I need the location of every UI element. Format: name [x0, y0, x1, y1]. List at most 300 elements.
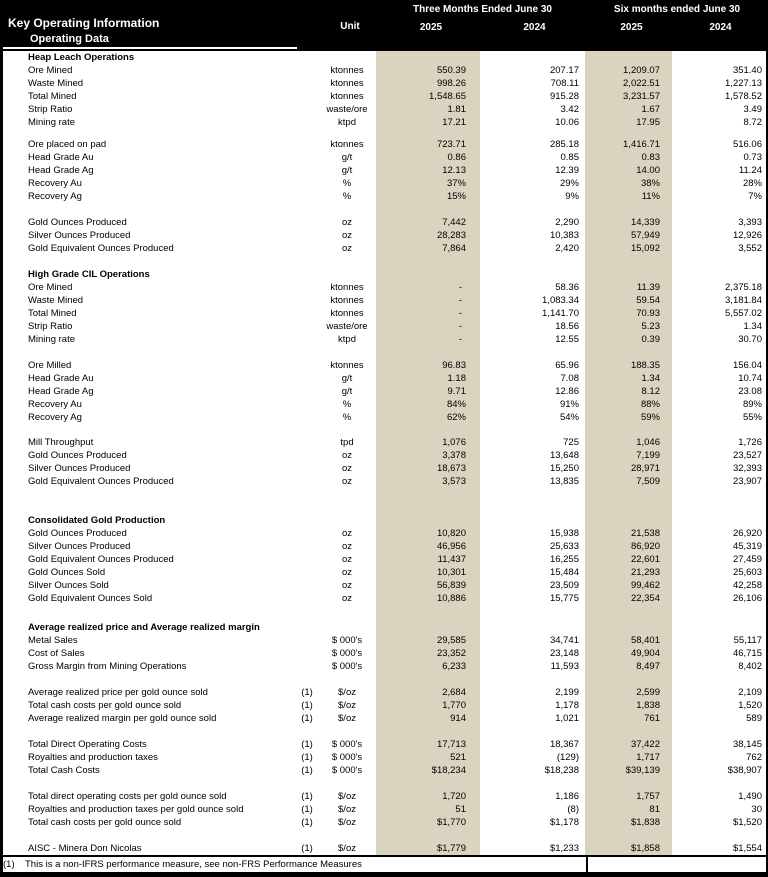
- unit-cell: oz: [341, 593, 353, 604]
- unit-cell: [318, 255, 376, 268]
- value-cell: 15%: [376, 190, 480, 203]
- unit-cell: ktpd: [338, 334, 356, 345]
- table-row: [3, 790, 766, 803]
- row-label: Gold Ounces Sold: [28, 567, 106, 578]
- table-row: [3, 436, 766, 449]
- unit-cell: [318, 268, 376, 281]
- value-cell: 2,290: [555, 217, 579, 228]
- footnote-marker: [296, 190, 318, 203]
- value-cell: 13,648: [549, 450, 579, 461]
- value-cell: [672, 725, 766, 738]
- value-cell: 723.71: [376, 138, 480, 151]
- unit-cell: ktonnes: [330, 295, 364, 306]
- value-cell: 22,354: [585, 592, 672, 605]
- row-label: Gold Ounces Produced: [28, 217, 127, 228]
- spacer-row: [3, 203, 766, 216]
- table-row: [3, 177, 766, 190]
- value-cell: [480, 514, 583, 527]
- row-label: Head Grade Au: [28, 152, 94, 163]
- value-cell: 84%: [376, 398, 480, 411]
- footnote-marker: (1): [301, 791, 313, 802]
- value-cell: [480, 605, 583, 621]
- row-label: [3, 488, 296, 514]
- footnote-marker: [296, 566, 318, 579]
- value-cell: 8.12: [585, 385, 672, 398]
- value-cell: $1,520: [732, 817, 762, 828]
- value-cell: 9%: [565, 191, 579, 202]
- footnote-marker: (1): [301, 700, 313, 711]
- value-cell: 1,717: [585, 751, 672, 764]
- value-cell: [585, 346, 672, 359]
- unit-cell: waste/ore: [326, 104, 368, 115]
- unit-cell: [318, 621, 376, 634]
- value-cell: [585, 268, 672, 281]
- row-label: Ore Mined: [28, 282, 73, 293]
- footnote-marker: [296, 359, 318, 372]
- footnote-text: This is a non-IFRS performance measure, see non-FRS Performance Measures: [25, 859, 362, 870]
- unit-cell: [318, 203, 376, 216]
- page-title: Key Operating Information: [8, 16, 160, 30]
- unit-cell: [318, 488, 376, 514]
- footnote-marker: [296, 829, 318, 842]
- unit-cell: oz: [341, 463, 353, 474]
- row-label: Recovery Au: [28, 399, 82, 410]
- value-cell: 12.55: [555, 334, 579, 345]
- value-cell: 521: [376, 751, 480, 764]
- row-label: Average realized margin per gold ounce sold: [28, 713, 217, 724]
- table-row: [3, 449, 766, 462]
- value-cell: 17.21: [376, 116, 480, 129]
- value-cell: [672, 346, 766, 359]
- unit-cell: oz: [341, 217, 353, 228]
- value-cell: 51: [376, 803, 480, 816]
- footnote-marker: [296, 216, 318, 229]
- value-cell: [480, 51, 583, 64]
- value-cell: [376, 777, 480, 790]
- value-cell: 3,231.57: [585, 90, 672, 103]
- value-cell: 2,199: [555, 687, 579, 698]
- value-cell: $18,234: [376, 764, 480, 777]
- footnote-marker: [296, 540, 318, 553]
- row-label: [3, 777, 296, 790]
- table-row: [3, 751, 766, 764]
- footnote-marker: [296, 777, 318, 790]
- value-cell: [672, 605, 766, 621]
- value-cell: 18,367: [549, 739, 579, 750]
- value-cell: 55,117: [733, 635, 762, 646]
- value-cell: 38%: [585, 177, 672, 190]
- value-cell: 8,497: [585, 660, 672, 673]
- unit-cell: oz: [341, 541, 353, 552]
- value-cell: [585, 673, 672, 686]
- value-cell: 23.08: [738, 386, 762, 397]
- value-cell: $1,838: [585, 816, 672, 829]
- unit-cell: oz: [341, 580, 353, 591]
- footnote-marker: [296, 307, 318, 320]
- value-cell: 1,757: [585, 790, 672, 803]
- page-subtitle: Operating Data: [30, 33, 109, 45]
- unit-cell: oz: [341, 567, 353, 578]
- row-label: Strip Ratio: [28, 104, 73, 115]
- table-row: [3, 320, 766, 333]
- spacer-row: [3, 829, 766, 842]
- quarter-group-header: Three Months Ended June 30: [413, 4, 552, 15]
- value-cell: [585, 777, 672, 790]
- value-cell: 37%: [376, 177, 480, 190]
- spacer-row: [3, 346, 766, 359]
- value-cell: 0.83: [585, 151, 672, 164]
- row-label: Head Grade Au: [28, 373, 94, 384]
- value-cell: 37,422: [585, 738, 672, 751]
- value-cell: $1,178: [549, 817, 579, 828]
- value-cell: 188.35: [585, 359, 672, 372]
- row-label: Ore Milled: [28, 360, 72, 371]
- bottom-border-bar: [0, 872, 768, 877]
- footnote-marker: [296, 294, 318, 307]
- value-cell: 42,258: [732, 580, 762, 591]
- table-row: [3, 333, 766, 346]
- value-cell: 8.72: [743, 117, 762, 128]
- row-label: Recovery Ag: [28, 412, 82, 423]
- row-label: Total Mined: [28, 91, 77, 102]
- value-cell: 23,352: [376, 647, 480, 660]
- table-row: [3, 372, 766, 385]
- value-cell: 30: [751, 804, 762, 815]
- value-cell: [480, 424, 583, 436]
- value-cell: 762: [746, 752, 762, 763]
- value-cell: 10.74: [738, 373, 762, 384]
- unit-cell: g/t: [341, 165, 353, 176]
- value-cell: 3,573: [376, 475, 480, 488]
- unit-cell: [318, 605, 376, 621]
- value-cell: 29,585: [376, 634, 480, 647]
- row-label: [3, 725, 296, 738]
- row-label: Mining rate: [28, 334, 75, 345]
- value-cell: 6,233: [376, 660, 480, 673]
- value-cell: [672, 129, 766, 138]
- value-cell: 28,283: [376, 229, 480, 242]
- value-cell: 17,713: [376, 738, 480, 751]
- table-row: [3, 579, 766, 592]
- table-row: [3, 242, 766, 255]
- value-cell: 23,148: [549, 648, 579, 659]
- value-cell: [585, 255, 672, 268]
- value-cell: $1,233: [549, 843, 579, 854]
- value-cell: 1,416.71: [585, 138, 672, 151]
- value-cell: 2,022.51: [585, 77, 672, 90]
- value-cell: [672, 514, 766, 527]
- spacer-row: [3, 129, 766, 138]
- value-cell: 7%: [748, 191, 762, 202]
- value-cell: 1.34: [585, 372, 672, 385]
- row-label: High Grade CIL Operations: [28, 269, 150, 280]
- value-cell: 11.24: [738, 165, 762, 176]
- left-border: [0, 0, 3, 877]
- table-row: [3, 842, 766, 855]
- unit-cell: ktonnes: [330, 282, 364, 293]
- unit-cell: ktonnes: [330, 308, 364, 319]
- footnote-marker: (1): [3, 859, 15, 870]
- table-row: [3, 686, 766, 699]
- value-cell: [672, 255, 766, 268]
- value-cell: 1.81: [376, 103, 480, 116]
- value-cell: 12,926: [732, 230, 762, 241]
- value-cell: -: [376, 320, 480, 333]
- value-cell: 99,462: [585, 579, 672, 592]
- value-cell: 86,920: [585, 540, 672, 553]
- row-label: Royalties and production taxes per gold ounce sold: [28, 804, 244, 815]
- unit-cell: ktonnes: [330, 360, 364, 371]
- row-label: AISC - Minera Don Nicolas: [28, 843, 142, 854]
- section-header-row: [3, 268, 766, 281]
- value-cell: 46,956: [376, 540, 480, 553]
- row-label: Ore placed on pad: [28, 139, 107, 150]
- value-cell: 23,527: [732, 450, 762, 461]
- spacer-row: [3, 673, 766, 686]
- value-cell: 1.34: [743, 321, 762, 332]
- value-cell: 14.00: [585, 164, 672, 177]
- value-cell: 2,375.18: [725, 282, 762, 293]
- value-cell: -: [376, 307, 480, 320]
- footnote-row: [0, 857, 768, 872]
- unit-cell: %: [342, 191, 352, 202]
- value-cell: [480, 777, 583, 790]
- value-cell: 11.39: [585, 281, 672, 294]
- value-cell: [585, 129, 672, 138]
- value-cell: [585, 829, 672, 842]
- unit-cell: ktonnes: [330, 139, 364, 150]
- row-label: Gold Equivalent Ounces Produced: [28, 243, 174, 254]
- row-label: Head Grade Ag: [28, 386, 94, 397]
- row-label: Silver Ounces Sold: [28, 580, 109, 591]
- table-row: [3, 553, 766, 566]
- section-header-row: [3, 514, 766, 527]
- unit-cell: [318, 514, 376, 527]
- value-cell: [585, 514, 672, 527]
- value-cell: 7,199: [585, 449, 672, 462]
- row-label: [3, 129, 296, 138]
- table-row: [3, 699, 766, 712]
- row-label: Recovery Au: [28, 178, 82, 189]
- unit-cell: $/oz: [338, 804, 356, 815]
- row-label: Metal Sales: [28, 635, 78, 646]
- row-label: [3, 346, 296, 359]
- value-cell: -: [376, 333, 480, 346]
- row-label: Waste Mined: [28, 78, 84, 89]
- value-cell: [480, 129, 583, 138]
- value-cell: 1,838: [585, 699, 672, 712]
- table-row: [3, 647, 766, 660]
- unit-cell: ktonnes: [330, 65, 364, 76]
- value-cell: [672, 488, 766, 514]
- footnote-marker: [296, 449, 318, 462]
- row-label: Recovery Ag: [28, 191, 82, 202]
- table-row: [3, 816, 766, 829]
- unit-cell: $/oz: [338, 817, 356, 828]
- row-label: Royalties and production taxes: [28, 752, 158, 763]
- value-cell: 3,378: [376, 449, 480, 462]
- value-cell: [480, 203, 583, 216]
- value-cell: 26,920: [732, 528, 762, 539]
- value-cell: 0.86: [376, 151, 480, 164]
- value-cell: [480, 621, 583, 634]
- unit-cell: g/t: [341, 152, 353, 163]
- value-cell: [672, 203, 766, 216]
- value-cell: 88%: [585, 398, 672, 411]
- value-cell: 14,339: [585, 216, 672, 229]
- value-cell: 81: [585, 803, 672, 816]
- value-cell: 27,459: [732, 554, 762, 565]
- footnote-marker: [296, 255, 318, 268]
- value-cell: 1,770: [376, 699, 480, 712]
- value-cell: 65.96: [555, 360, 579, 371]
- unit-cell: $ 000's: [331, 648, 363, 659]
- table-row: [3, 592, 766, 605]
- value-cell: [672, 424, 766, 436]
- footnote-marker: [296, 346, 318, 359]
- row-label: Cost of Sales: [28, 648, 85, 659]
- footnote-marker: [296, 372, 318, 385]
- value-cell: [376, 673, 480, 686]
- year-header-q-2025: 2025: [419, 22, 443, 33]
- row-label: [3, 424, 296, 436]
- table-row: [3, 216, 766, 229]
- value-cell: 10,383: [549, 230, 579, 241]
- value-cell: 28%: [742, 178, 762, 189]
- value-cell: 1,227.13: [725, 78, 762, 89]
- value-cell: 7,864: [376, 242, 480, 255]
- value-cell: 16,255: [549, 554, 579, 565]
- value-cell: $18,238: [544, 765, 579, 776]
- value-cell: 3.42: [560, 104, 579, 115]
- value-cell: -: [376, 294, 480, 307]
- unit-cell: %: [342, 399, 352, 410]
- unit-column-header: Unit: [340, 21, 360, 32]
- value-cell: $1,858: [585, 842, 672, 855]
- footnote-marker: [296, 475, 318, 488]
- value-cell: 55%: [742, 412, 762, 423]
- value-cell: 54%: [559, 412, 579, 423]
- table-row: [3, 294, 766, 307]
- value-cell: $38,907: [727, 765, 762, 776]
- unit-cell: [318, 129, 376, 138]
- unit-cell: [318, 673, 376, 686]
- table-row: [3, 229, 766, 242]
- footnote-marker: (1): [301, 817, 313, 828]
- value-cell: [480, 488, 583, 514]
- table-row: [3, 634, 766, 647]
- value-cell: 1.67: [585, 103, 672, 116]
- footnote-marker: [296, 553, 318, 566]
- row-label: Ore Mined: [28, 65, 73, 76]
- unit-cell: $/oz: [338, 700, 356, 711]
- footnote-marker: (1): [301, 843, 313, 854]
- section-header-row: [3, 51, 766, 64]
- value-cell: 207.17: [549, 65, 579, 76]
- table-row: [3, 712, 766, 725]
- value-cell: 1,076: [376, 436, 480, 449]
- spacer-row: [3, 488, 766, 514]
- row-label: Total direct operating costs per gold ounce sold: [28, 791, 227, 802]
- row-label: Gross Margin from Mining Operations: [28, 661, 187, 672]
- year-header-h-2024: 2024: [709, 22, 732, 33]
- value-cell: (8): [567, 804, 579, 815]
- footnote-marker: [296, 164, 318, 177]
- value-cell: 5,557.02: [725, 308, 762, 319]
- value-cell: 34,741: [549, 635, 579, 646]
- value-cell: 550.39: [376, 64, 480, 77]
- value-cell: 1,490: [738, 791, 762, 802]
- footnote-marker: [296, 116, 318, 129]
- footnote-marker: [296, 129, 318, 138]
- half-year-group-header: Six months ended June 30: [613, 4, 741, 15]
- row-label: Waste Mined: [28, 295, 84, 306]
- row-label: Strip Ratio: [28, 321, 73, 332]
- value-cell: [376, 129, 480, 138]
- value-cell: 18.56: [555, 321, 579, 332]
- spacer-row: [3, 605, 766, 621]
- value-cell: 15,484: [549, 567, 579, 578]
- value-cell: [585, 621, 672, 634]
- row-label: Gold Equivalent Ounces Produced: [28, 554, 174, 565]
- row-label: Silver Ounces Produced: [28, 230, 131, 241]
- value-cell: 156.04: [732, 360, 762, 371]
- table-body: [3, 51, 766, 855]
- value-cell: 29%: [559, 178, 579, 189]
- table-row: [3, 281, 766, 294]
- footnote-marker: [296, 320, 318, 333]
- unit-cell: [318, 725, 376, 738]
- footnote-marker: (1): [301, 713, 313, 724]
- header-underline: [3, 47, 297, 49]
- value-cell: [376, 51, 480, 64]
- value-cell: 96.83: [376, 359, 480, 372]
- report-header: [0, 0, 768, 51]
- footnote-marker: [296, 229, 318, 242]
- table-row: [3, 116, 766, 129]
- row-label: Gold Equivalent Ounces Produced: [28, 476, 174, 487]
- unit-cell: $/oz: [338, 791, 356, 802]
- value-cell: 23,907: [732, 476, 762, 487]
- unit-cell: [318, 829, 376, 842]
- value-cell: 1,178: [555, 700, 579, 711]
- footnote-marker: [296, 673, 318, 686]
- table-row: [3, 307, 766, 320]
- footnote-marker: (1): [301, 752, 313, 763]
- value-cell: 12.13: [376, 164, 480, 177]
- value-cell: (129): [556, 752, 579, 763]
- value-cell: 0.85: [560, 152, 579, 163]
- row-label: Gold Ounces Produced: [28, 450, 127, 461]
- footnote-marker: [296, 385, 318, 398]
- value-cell: [376, 255, 480, 268]
- section-header-row: [3, 621, 766, 634]
- value-cell: 59%: [585, 411, 672, 424]
- value-cell: $1,554: [732, 843, 762, 854]
- value-cell: 57,949: [585, 229, 672, 242]
- value-cell: 3.49: [743, 104, 762, 115]
- table-row: [3, 151, 766, 164]
- row-label: Silver Ounces Produced: [28, 463, 131, 474]
- unit-cell: $ 000's: [331, 635, 363, 646]
- spacer-row: [3, 255, 766, 268]
- value-cell: 915.28: [549, 91, 579, 102]
- table-row: [3, 385, 766, 398]
- unit-cell: oz: [341, 243, 353, 254]
- value-cell: 7.08: [560, 373, 579, 384]
- unit-cell: oz: [341, 528, 353, 539]
- value-cell: [672, 621, 766, 634]
